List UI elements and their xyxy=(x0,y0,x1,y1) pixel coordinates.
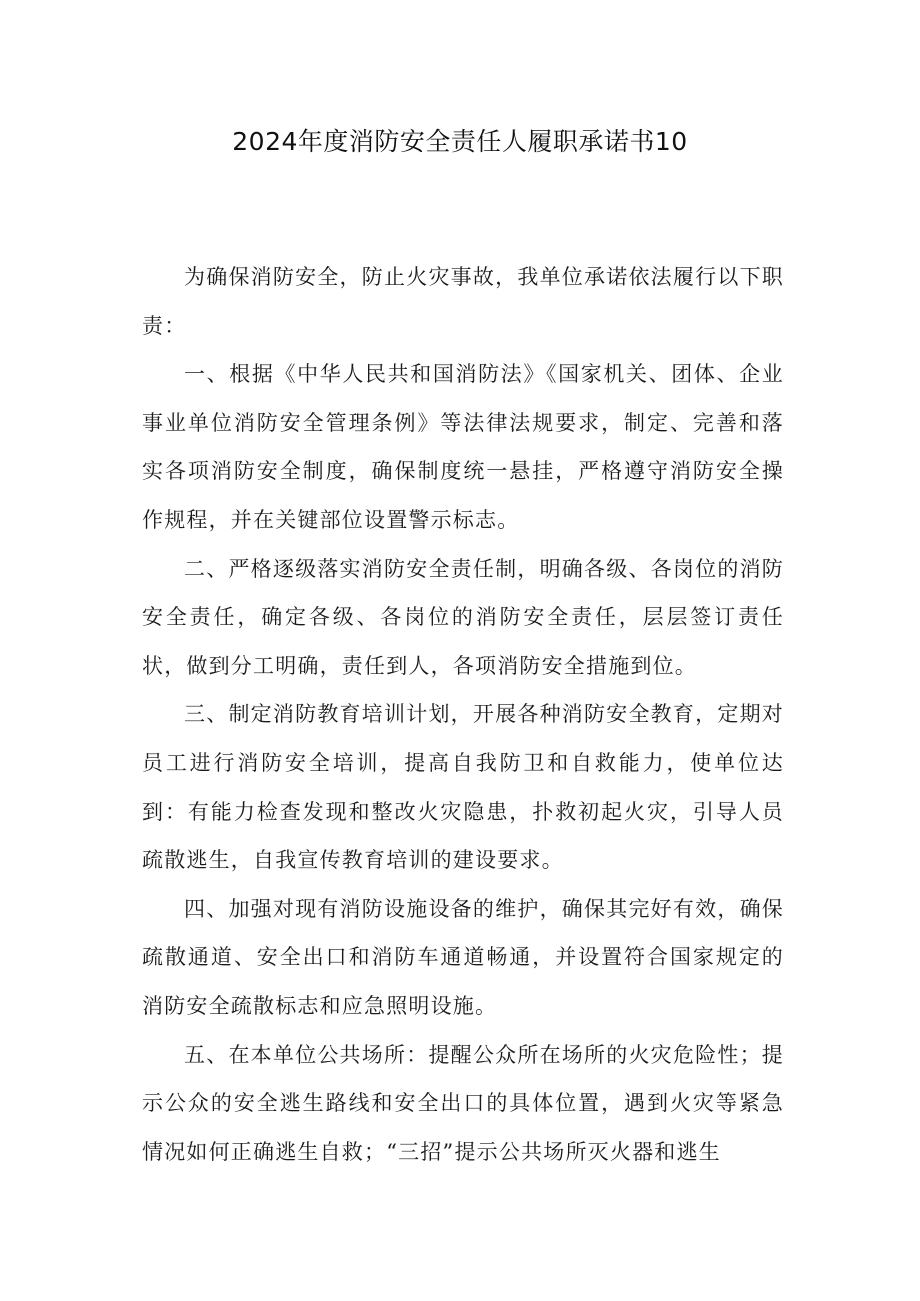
paragraph-item-1: 一、根据《中华人民共和国消防法》《国家机关、团体、企业事业单位消防安全管理条例》等法律法规要求，制定、完善和落实各项消防安全制度，确保制度统一悬挂，严格遵守消防安全操作规程，并在关键部位设置警示标志。 xyxy=(142,362,784,532)
paragraph-item-3: 三、制定消防教育培训计划，开展各种消防安全教育，定期对员工进行消防安全培训，提高自我防卫和自救能力，使单位达到：有能力检查发现和整改火灾隐患，扑救初起火灾，引导人员疏散逃生，自我宣传教育培训的建设要求。 xyxy=(142,702,784,873)
paragraph-item-4: 四、加强对现有消防设施设备的维护，确保其完好有效，确保疏散通道、安全出口和消防车通道畅通，并设置符合国家规定的消防安全疏散标志和应急照明设施。 xyxy=(142,896,784,1018)
document-title: 2024年度消防安全责任人履职承诺书10 xyxy=(232,127,688,156)
document-body xyxy=(142,253,784,1176)
paragraph-intro: 为确保消防安全，防止火灾事故，我单位承诺依法履行以下职责： xyxy=(142,265,784,338)
paragraph-item-2: 二、严格逐级落实消防安全责任制，明确各级、各岗位的消防安全责任，确定各级、各岗位的消防安全责任，层层签订责任状，做到分工明确，责任到人，各项消防安全措施到位。 xyxy=(142,556,784,678)
paragraph-item-5: 五、在本单位公共场所：提醒公众所在场所的火灾危险性；提示公众的安全逃生路线和安全出口的具体位置，遇到火灾等紧急情况如何正确逃生自救；“三招”提示公共场所灭火器和逃生 xyxy=(142,1042,784,1164)
